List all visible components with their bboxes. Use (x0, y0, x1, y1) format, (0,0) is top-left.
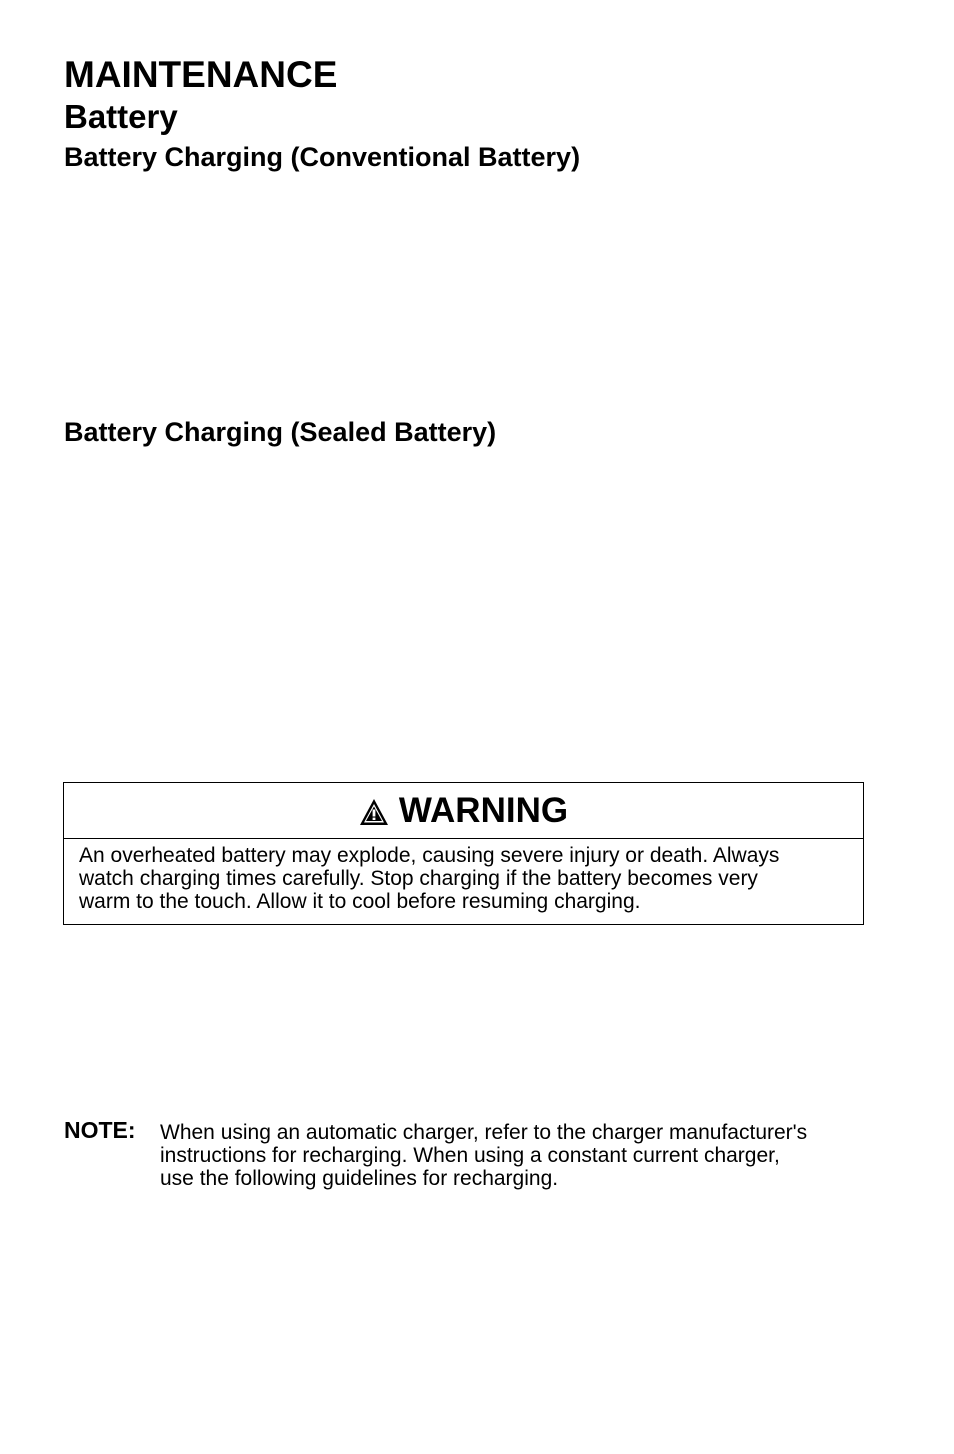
warning-text-line: warm to the touch. Allow it to cool before resuming charging. (79, 890, 641, 913)
note-text-line: When using an automatic charger, refer to the charger manufacturer's (160, 1121, 808, 1144)
subsection-title-conventional: Battery Charging (Conventional Battery) (64, 142, 581, 172)
section-title: Battery (64, 98, 178, 135)
warning-text-line: An overheated battery may explode, causing severe injury or death. Always (79, 844, 780, 867)
note-label: NOTE: (64, 1117, 136, 1143)
note-text-line: use the following guidelines for recharging. (160, 1167, 559, 1190)
chapter-title: MAINTENANCE (64, 54, 338, 95)
warning-text-line: watch charging times carefully. Stop charging if the battery becomes very (79, 867, 758, 890)
subsection-title-sealed: Battery Charging (Sealed Battery) (64, 417, 497, 447)
warning-box (63, 782, 864, 925)
warning-triangle-icon (359, 798, 389, 826)
warning-body (64, 839, 863, 913)
warning-title: WARNING (398, 790, 569, 830)
note-text-line: instructions for recharging. When using a constant current charger, (160, 1144, 780, 1167)
note-text (160, 1121, 807, 1190)
warning-header (64, 783, 863, 839)
